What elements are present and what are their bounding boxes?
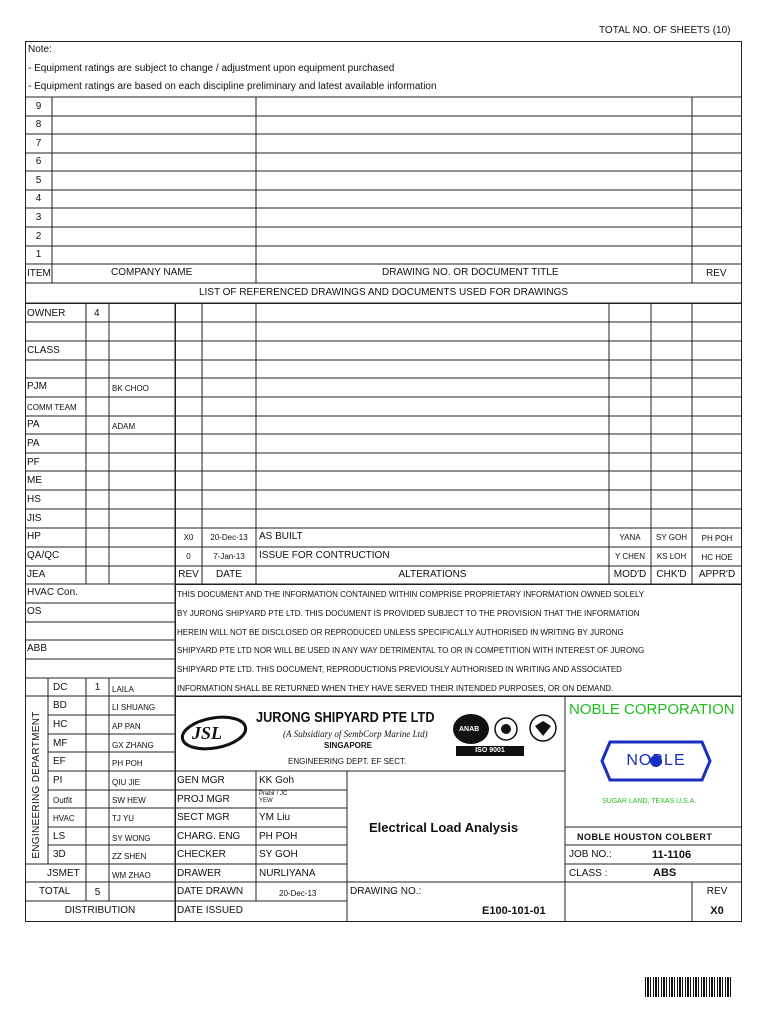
anab-badge [453, 714, 489, 744]
dist-os: OS [27, 606, 42, 617]
approval-name: Prabir / JC YEW [259, 791, 288, 804]
rev-header-modd: MOD'D [613, 569, 647, 580]
rev-1-date: 20-Dec-13 [210, 533, 248, 542]
eng-mf: MF [53, 738, 68, 749]
disclaimer-line: SHIPYARD PTE LTD. THIS DOCUMENT, REPRODUCTIONS PREVIOUSLY AUTHORISED IN WRITING AND ASSOCIATED [177, 665, 622, 674]
disclaimer-line: INFORMATION SHALL BE RETURNED WHEN THEY HAVE SERVED THEIR INTENDED PURPOSES, OR ON DEMAND. [177, 684, 614, 693]
eng-distribution: DISTRIBUTION [64, 905, 136, 916]
drawing-no-value: E100-101-01 [482, 905, 546, 917]
eng-dc-name: LAILA [112, 685, 134, 694]
ref-header-item: ITEM [27, 268, 51, 279]
rev-header-date: DATE [216, 569, 242, 580]
dist-pjm-name: BK CHOO [112, 384, 149, 393]
dist-pa: PA [27, 419, 40, 430]
company-subsidiary: (A Subsidiary of SembCorp Marine Ltd) [283, 729, 428, 739]
company-city: SINGAPORE [324, 741, 373, 750]
class-label: CLASS : [569, 868, 608, 879]
dist-hp: HP [27, 531, 41, 542]
ref-title: LIST OF REFERENCED DRAWINGS AND DOCUMENTS USED FOR DRAWINGS [198, 287, 569, 298]
ref-row-number: 1 [35, 249, 42, 260]
approval-name: SY GOH [259, 849, 298, 860]
dist-owner-qty: 4 [94, 308, 100, 319]
dist-jea: JEA [27, 569, 46, 580]
dist-pf: PF [27, 457, 40, 468]
company-name: JURONG SHIPYARD PTE LTD [256, 709, 435, 726]
dist-jis: JIS [27, 513, 42, 524]
rev-1-apprd: PH POH [701, 534, 733, 543]
disclaimer-line: HEREIN WILL NOT BE DISCLOSED OR REPRODUCED UNLESS SPECIFICALLY AUTHORISED IN WRITING BY JURONG [177, 628, 624, 637]
eng-bd: BD [53, 700, 67, 711]
ref-header-company: COMPANY NAME [111, 267, 193, 278]
eng-hvac-name: TJ YU [112, 814, 135, 823]
eng-total: TOTAL [39, 886, 71, 897]
eng-total-qty: 5 [94, 887, 101, 898]
approval-role: PROJ MGR [177, 794, 230, 805]
ref-row-number: 2 [35, 231, 42, 242]
dist-pjm: PJM [27, 381, 47, 392]
eng-pi: PI [53, 775, 63, 786]
ref-row-number: 5 [35, 175, 42, 186]
eng-mf-name: GX ZHANG [112, 741, 154, 750]
rev-box-value: X0 [710, 905, 724, 917]
rev-1-alteration: AS BUILT [259, 531, 303, 542]
eng-3d: 3D [53, 849, 66, 860]
date-issued-label: DATE ISSUED [177, 905, 243, 916]
eng-jsmet-name: WM ZHAO [112, 871, 151, 880]
anab-text: ANAB [459, 726, 480, 733]
approval-name: NURLIYANA [259, 868, 316, 879]
ref-row-number: 7 [35, 138, 42, 149]
note-title: Note: [28, 44, 52, 55]
job-no-label: JOB NO.: [569, 849, 612, 860]
job-no-value: 11-1106 [652, 849, 692, 861]
rev-header-rev: REV [178, 569, 199, 580]
rev-header-apprd: APPR'D [698, 569, 736, 580]
dist-class: CLASS [27, 345, 60, 356]
noble-logo [600, 738, 712, 784]
jsl-logo [180, 712, 248, 754]
dist-qaqc: QA/QC [27, 550, 60, 561]
ref-row-number: 4 [35, 193, 42, 204]
rev-header-alterations: ALTERATIONS [398, 569, 467, 580]
ref-row-number: 6 [35, 156, 42, 167]
rev-2-chkd: KS LOH [656, 552, 687, 561]
vessel-name: NOBLE HOUSTON COLBERT [577, 832, 713, 842]
eng-jsmet: JSMET [47, 868, 80, 879]
jsl-logo-text: JSL [192, 723, 223, 743]
eagle-seal-icon [528, 712, 558, 744]
drawing-no-label: DRAWING NO.: [350, 886, 422, 897]
date-drawn-value: 20-Dec-13 [279, 889, 317, 898]
iso-text: ISO 9001 [475, 747, 505, 754]
dist-hs: HS [27, 494, 41, 505]
approval-name: PH POH [259, 831, 298, 842]
note-line-1: - Equipment ratings are subject to change / adjustment upon equipment purchased [28, 63, 395, 74]
company-dept: ENGINEERING DEPT. EF SECT. [288, 757, 407, 766]
eng-3d-name: ZZ SHEN [112, 852, 147, 861]
date-drawn-label: DATE DRAWN [177, 886, 244, 897]
eng-pi-name: QIU JIE [112, 778, 141, 787]
ref-row-number: 3 [35, 212, 42, 223]
eng-ls: LS [53, 831, 66, 842]
eng-ef: EF [53, 756, 66, 767]
quality-seal-icon [492, 716, 520, 742]
dist-owner: OWNER [27, 308, 66, 319]
approval-role: GEN MGR [177, 775, 225, 786]
eng-ef-name: PH POH [112, 759, 143, 768]
approval-role: CHECKER [177, 849, 226, 860]
eng-dept-label: ENGINEERING DEPARTMENT [31, 711, 42, 859]
client-location: SUGAR LAND, TEXAS U.S.A. [602, 798, 697, 805]
eng-dc: DC [53, 682, 68, 693]
dist-pa-name: ADAM [112, 422, 136, 431]
approval-name: KK Goh [259, 775, 295, 786]
rev-2-apprd: HC HOE [701, 553, 733, 562]
client-name: NOBLE CORPORATION [569, 701, 735, 718]
approval-role: CHARG. ENG [177, 831, 241, 842]
rev-2-date: 7-Jan-13 [213, 552, 245, 561]
eng-hc-name: AP PAN [112, 722, 141, 731]
eng-outfit: Outfit [53, 796, 73, 805]
disclaimer-line: BY JURONG SHIPYARD PTE LTD. THIS DOCUMENT IS PROVIDED SUBJECT TO THE PROVISION THAT THE INFORMATION [177, 609, 640, 618]
class-value: ABS [653, 867, 677, 879]
rev-1-chkd: SY GOH [656, 533, 687, 542]
dist-me: ME [27, 475, 42, 486]
eng-dc-qty: 1 [94, 682, 101, 693]
eng-bd-name: LI SHUANG [112, 703, 156, 712]
document-title: Electrical Load Analysis [369, 820, 519, 835]
approval-name: YM Liu [259, 812, 291, 823]
barcode-icon [645, 977, 731, 997]
rev-1-modd: YANA [619, 533, 641, 542]
ref-row-number: 8 [35, 119, 42, 130]
rev-box-label: REV [706, 886, 728, 897]
disclaimer-line: THIS DOCUMENT AND THE INFORMATION CONTAINED WITHIN COMPRISE PROPRIETARY INFORMATION OWNED SOLELY [177, 590, 645, 599]
dist-pa: PA [27, 438, 40, 449]
disclaimer-line: SHIPYARD PTE LTD NOR WILL BE USED IN ANY WAY DETRIMENTAL TO OR IN COMPETITION WITH INTEREST OF JURONG [177, 646, 645, 655]
approval-role: SECT MGR [177, 812, 230, 823]
rev-header-chkd: CHK'D [656, 569, 687, 580]
rev-1-rev: X0 [183, 533, 194, 542]
ref-header-drawing: DRAWING NO. OR DOCUMENT TITLE [382, 267, 559, 278]
ref-row-number: 9 [35, 101, 42, 112]
rev-2-alteration: ISSUE FOR CONTRUCTION [259, 550, 390, 561]
total-sheets: TOTAL NO. OF SHEETS (10) [599, 25, 731, 36]
eng-outfit-name: SW HEW [112, 796, 146, 805]
rev-2-modd: Y CHEN [614, 552, 646, 561]
note-line-2: - Equipment ratings are based on each discipline preliminary and latest available information [28, 81, 437, 92]
ref-header-rev: REV [706, 268, 727, 279]
dist-hvac-con: HVAC Con. [27, 587, 78, 598]
approval-role: DRAWER [177, 868, 222, 879]
dist-abb: ABB [27, 643, 48, 654]
dist-comm-team: COMM TEAM [27, 403, 77, 412]
iso-badge [456, 746, 524, 756]
eng-ls-name: SY WONG [112, 834, 151, 843]
eng-hvac: HVAC [53, 814, 75, 823]
rev-2-rev: 0 [186, 552, 191, 561]
noble-logo-text: NOBLE [626, 752, 686, 769]
eng-hc: HC [53, 719, 68, 730]
